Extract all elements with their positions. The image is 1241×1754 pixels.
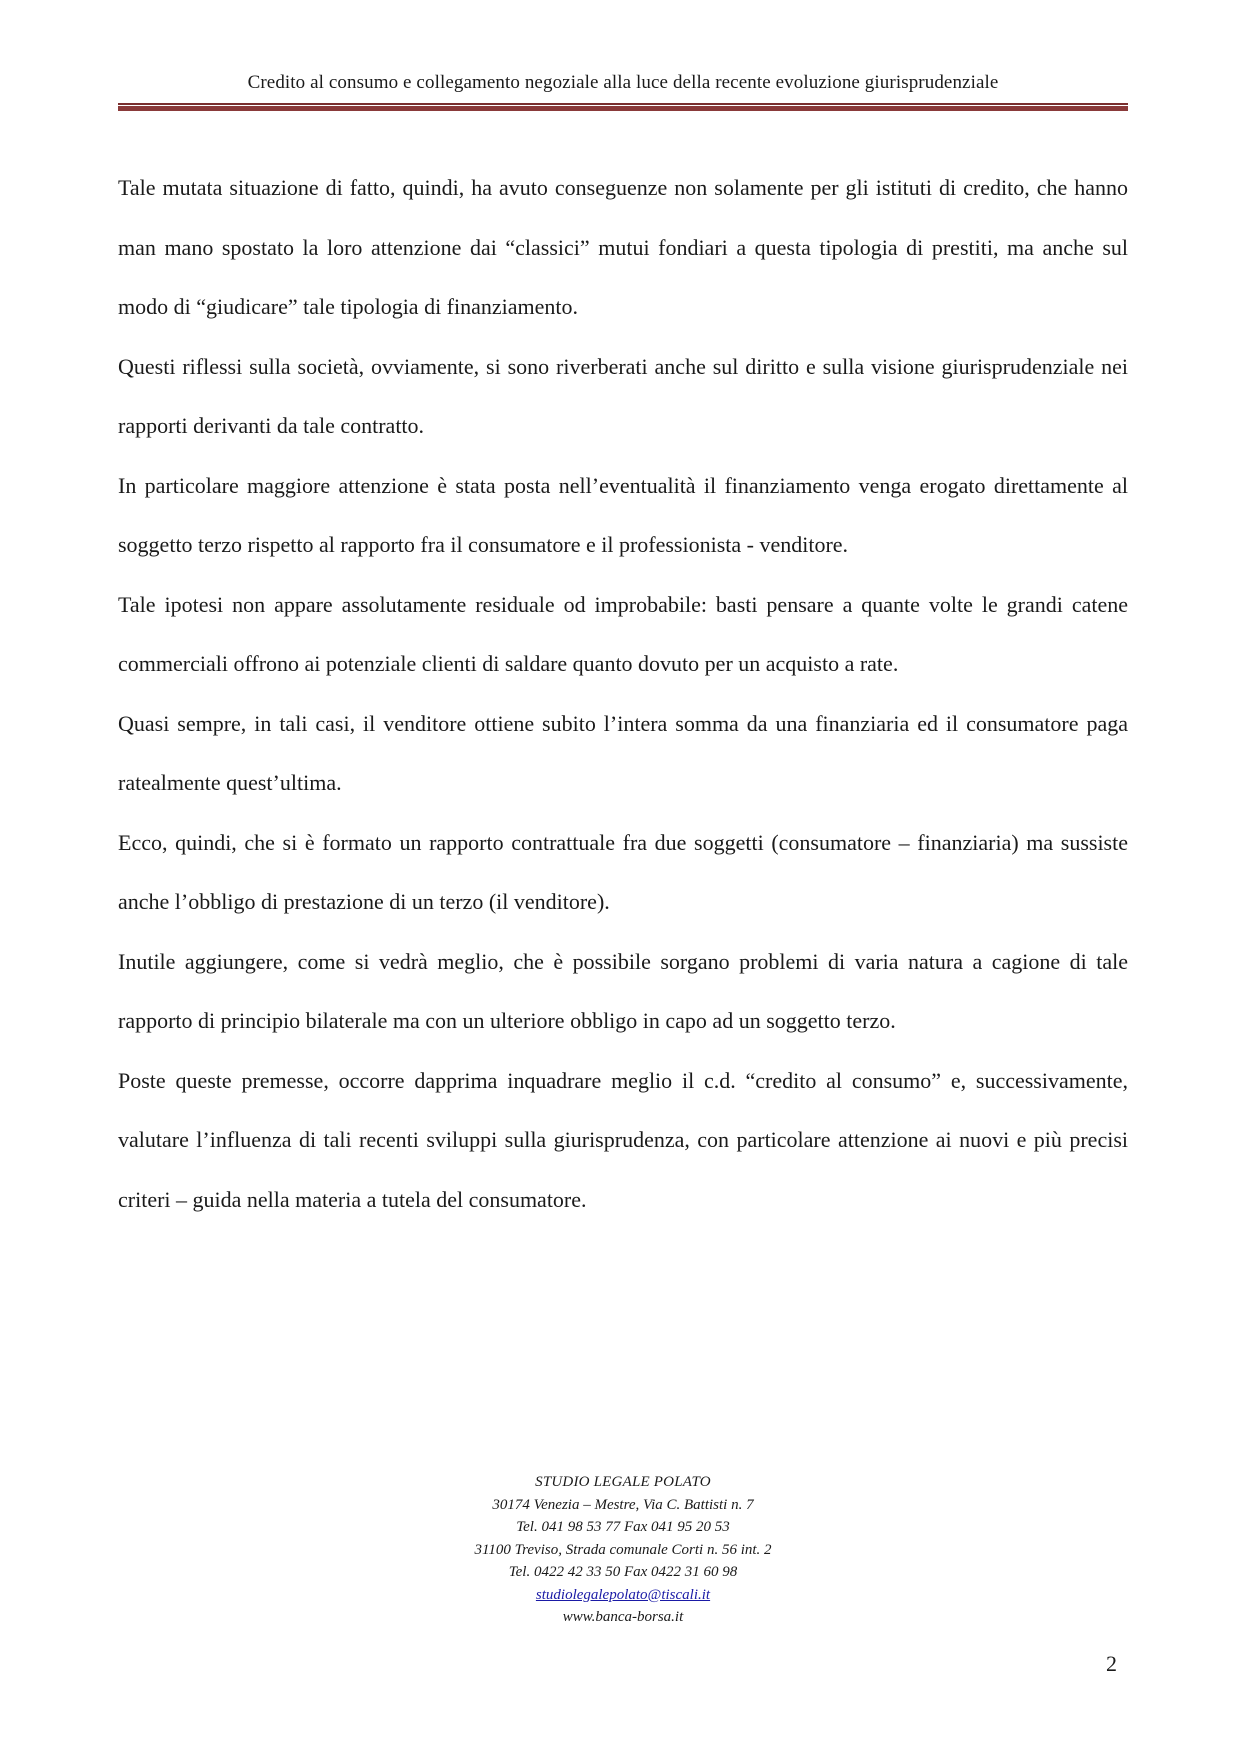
paragraph: Tale ipotesi non appare assolutamente residuale od improbabile: basti pensare a quante volte le grandi catene commerciali offrono ai potenziale clienti di saldare quanto dovuto per un acquisto a rate. [118, 591, 1128, 676]
paragraph: Questi riflessi sulla società, ovviamente, si sono riverberati anche sul diritto e sulla visione giurisprudenziale nei rapporti derivanti da tale contratto. [118, 353, 1128, 438]
paragraph: Ecco, quindi, che si è formato un rapporto contrattuale fra due soggetti (consumatore – finanziaria) ma sussiste anche l’obbligo di prestazione di un terzo (il venditore). [118, 829, 1128, 914]
footer-email-link[interactable]: studiolegalepolato@tiscali.it [535, 1586, 711, 1603]
paragraph: In particolare maggiore attenzione è stata posta nell’eventualità il finanziamento venga erogato direttamente al soggetto terzo rispetto al rapporto fra il consumatore e il professionista - venditore. [118, 472, 1128, 557]
footer-firm-name: STUDIO LEGALE POLATO [535, 1474, 711, 1490]
running-header: Credito al consumo e collegamento negoziale alla luce della recente evoluzione giurisprudenziale [247, 72, 999, 93]
header-rule-thin [118, 103, 1128, 105]
paragraph: Inutile aggiungere, come si vedrà meglio, che è possibile sorgano problemi di varia natura a cagione di tale rapporto di principio bilaterale ma con un ulteriore obbligo in capo ad un soggetto terzo. [118, 948, 1128, 1033]
paragraph: Tale mutata situazione di fatto, quindi, ha avuto conseguenze non solamente per gli istituti di credito, che hanno man mano spostato la loro attenzione dai “classici” mutui fondiari a questa tipologia di prestiti, ma anche sul modo di “giudicare” tale tipologia di finanziamento. [118, 175, 1128, 319]
body-text [118, 158, 1128, 1229]
footer-venezia-phone: Tel. 041 98 53 77 Fax 041 95 20 53 [516, 1519, 730, 1535]
footer-treviso-address: 31100 Treviso, Strada comunale Corti n. 56 int. 2 [474, 1541, 772, 1558]
footer-venezia-address: 30174 Venezia – Mestre, Via C. Battisti n. 7 [492, 1496, 754, 1513]
header-rule-thick [118, 106, 1128, 111]
page-number: 2 [1106, 1651, 1117, 1676]
paragraph: Poste queste premesse, occorre dapprima inquadrare meglio il c.d. “credito al consumo” e, successivamente, valutare l’influenza di tali recenti sviluppi sulla giurisprudenza, con particolare attenzione ai nuovi e più precisi criteri – guida nella materia a tutela del consumatore. [118, 1067, 1128, 1212]
footer [118, 1471, 1128, 1629]
paragraph: Quasi sempre, in tali casi, il venditore ottiene subito l’intera somma da una finanziaria ed il consumatore paga ratealmente quest’ultima. [118, 710, 1128, 795]
footer-treviso-phone: Tel. 0422 42 33 50 Fax 0422 31 60 98 [508, 1564, 738, 1580]
footer-website[interactable]: www.banca-borsa.it [562, 1609, 684, 1625]
